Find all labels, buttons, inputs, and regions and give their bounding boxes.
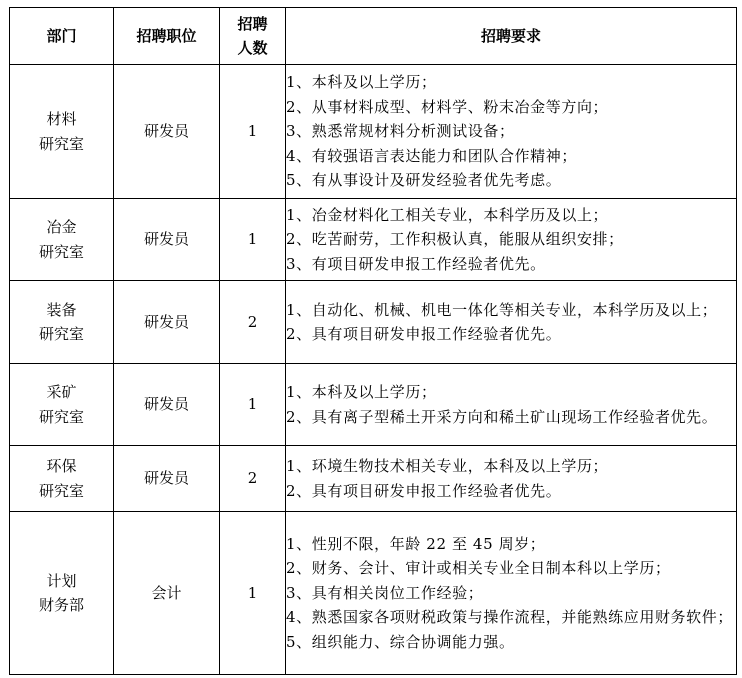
count-cell: 1 [220, 65, 286, 199]
requirement-item: 2、具有项目研发申报工作经验者优先。 [286, 481, 562, 500]
table-row [10, 364, 737, 446]
requirement-item: 1、本科及以上学历； [286, 73, 437, 92]
requirement-item: 1、冶金材料化工相关专业，本科学历及以上； [286, 205, 609, 224]
header-requirements: 招聘要求 [286, 8, 737, 65]
requirement-item: 5、有从事设计及研发经验者优先考虑。 [286, 171, 562, 190]
header-dept: 部门 [10, 8, 114, 65]
header-count-line1: 招聘 [237, 14, 268, 33]
table-row [10, 281, 737, 364]
dept-name-line1: 装备 [46, 300, 77, 319]
count-cell: 1 [220, 199, 286, 281]
requirement-item: 3、具有相关岗位工作经验； [286, 583, 484, 602]
requirement-item: 2、吃苦耐劳，工作积极认真，能服从组织安排； [286, 230, 624, 249]
requirement-item: 2、具有项目研发申报工作经验者优先。 [286, 325, 562, 343]
requirements-cell [286, 199, 737, 281]
position-cell: 研发员 [114, 199, 220, 281]
requirement-item: 3、熟悉常规材料分析测试设备； [286, 122, 515, 141]
count-cell: 1 [220, 512, 286, 675]
count-cell: 2 [220, 281, 286, 364]
recruitment-table [9, 7, 737, 675]
dept-name-line1: 材料 [46, 110, 77, 128]
requirement-item: 4、熟悉国家各项财税政策与操作流程，并能熟练应用财务软件； [286, 608, 733, 627]
requirements-cell [286, 364, 737, 446]
dept-name-line1: 采矿 [46, 383, 77, 401]
dept-name-line1: 冶金 [46, 218, 77, 236]
dept-name-line2: 研究室 [38, 481, 84, 500]
position-cell: 会计 [114, 512, 220, 675]
position-cell: 研发员 [114, 446, 220, 512]
dept-name-line2: 研究室 [38, 407, 84, 426]
requirement-item: 4、有较强语言表达能力和团队合作精神； [286, 146, 577, 165]
count-cell: 2 [220, 446, 286, 512]
header-count-line2: 人数 [237, 39, 268, 57]
dept-name-line2: 财务部 [38, 596, 84, 614]
table-row [10, 65, 737, 199]
position-cell: 研发员 [114, 281, 220, 364]
requirement-item: 2、从事材料成型、材料学、粉末冶金等方向； [286, 97, 609, 116]
requirement-item: 2、具有离子型稀土开采方向和稀土矿山现场工作经验者优先。 [286, 407, 718, 426]
dept-cell [10, 446, 114, 512]
position-cell: 研发员 [114, 65, 220, 199]
dept-name-line2: 研究室 [38, 134, 84, 153]
count-cell: 1 [220, 364, 286, 446]
header-count [220, 8, 286, 65]
requirement-item: 2、财务、会计、审计或相关专业全日制本科以上学历； [286, 559, 671, 578]
header-position: 招聘职位 [114, 8, 220, 65]
requirements-cell [286, 446, 737, 512]
dept-cell [10, 281, 114, 364]
requirements-cell [286, 281, 737, 364]
dept-name-line1: 环保 [46, 457, 77, 475]
requirement-item: 1、自动化、机械、机电一体化等相关专业，本科学历及以上； [286, 300, 718, 319]
dept-cell [10, 512, 114, 675]
requirement-item: 5、组织能力、综合协调能力强。 [286, 632, 515, 651]
requirements-cell [286, 512, 737, 675]
requirement-item: 1、本科及以上学历； [286, 383, 437, 401]
dept-cell [10, 65, 114, 199]
requirement-item: 3、有项目研发申报工作经验者优先。 [286, 254, 546, 273]
header-row [10, 8, 737, 65]
dept-cell [10, 199, 114, 281]
requirements-cell [286, 65, 737, 199]
table-row [10, 199, 737, 281]
table-row [10, 446, 737, 512]
dept-name-line2: 研究室 [38, 325, 84, 343]
dept-name-line2: 研究室 [38, 242, 84, 261]
position-cell: 研发员 [114, 364, 220, 446]
requirement-item: 1、环境生物技术相关专业，本科及以上学历； [286, 457, 609, 475]
dept-cell [10, 364, 114, 446]
dept-name-line1: 计划 [46, 571, 77, 590]
requirement-item: 1、性别不限，年龄 22 至 45 周岁； [286, 534, 546, 553]
table-row [10, 512, 737, 675]
